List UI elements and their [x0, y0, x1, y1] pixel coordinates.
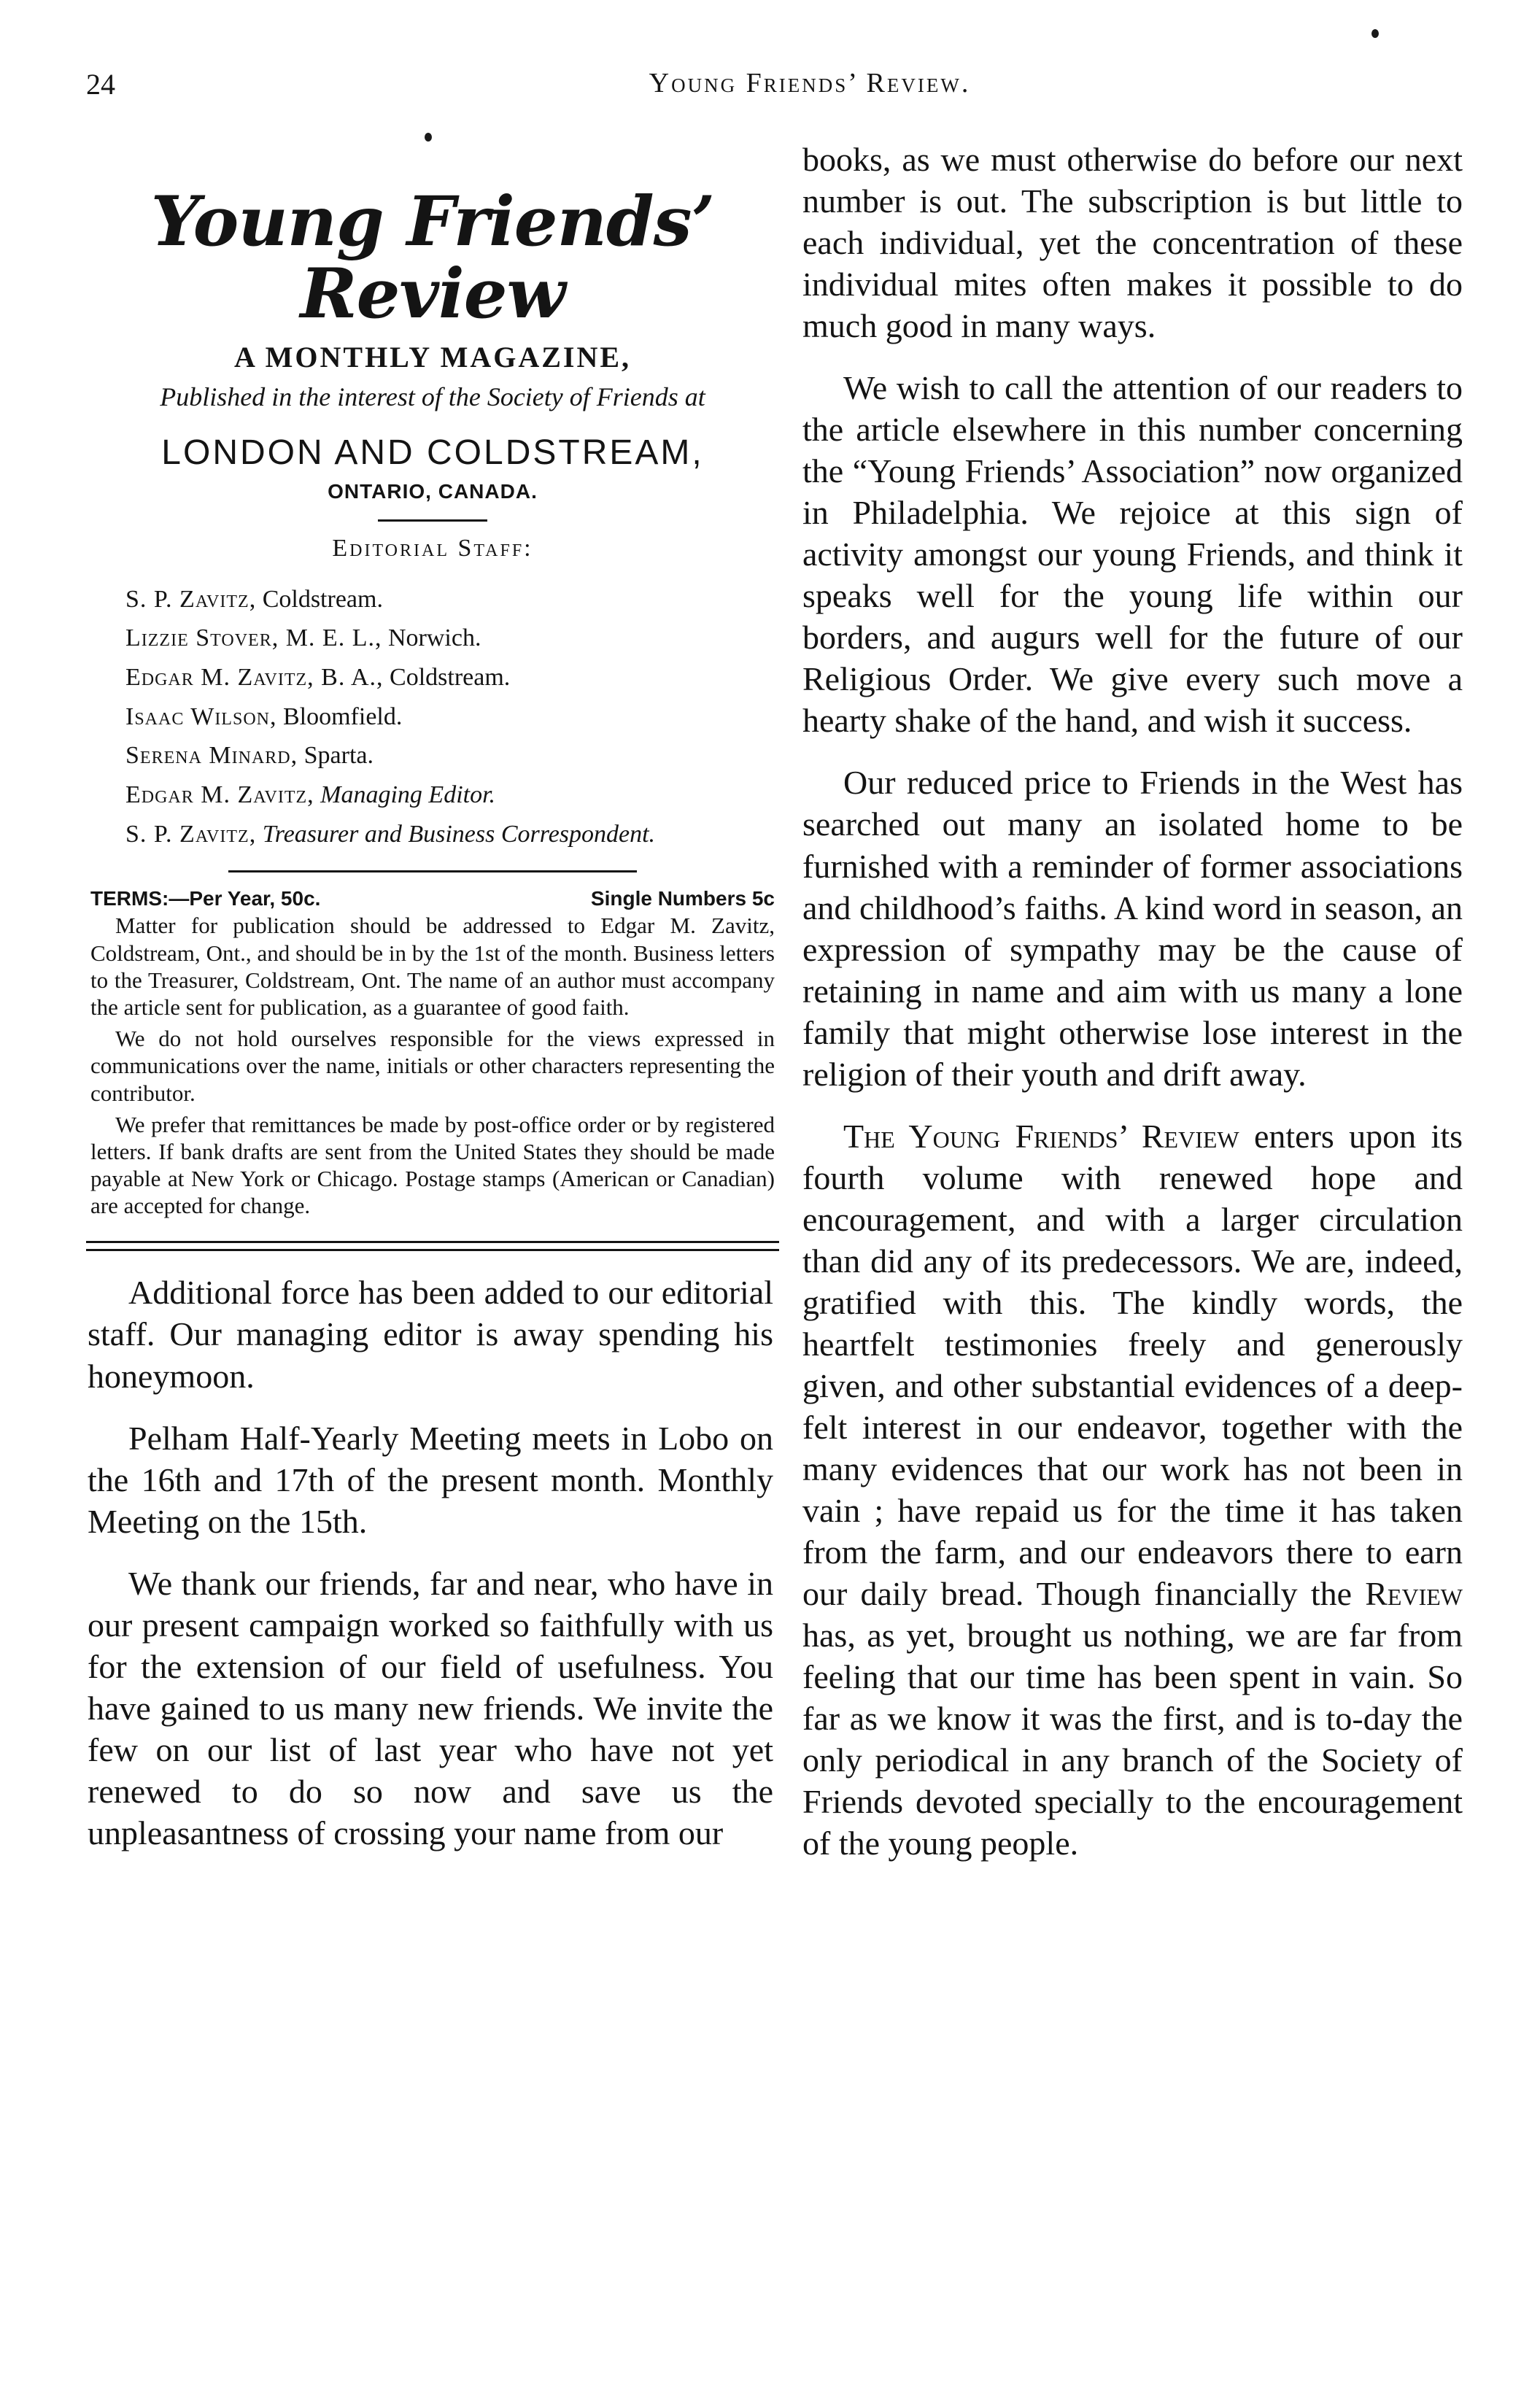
staff-list — [125, 580, 779, 851]
masthead-country: ONTARIO, CANADA. — [328, 479, 538, 503]
article-paragraph: The Young Friends’ Review enters upon its fourth volume with renewed hope and encouragement, and with a larger circulation than did any of its predecessors. We are, indeed, gratified with this. The kindly words, the heartfelt testimonies freely and generously given, and other substantial evidences of a deep-felt interest in our endeavor, together with the many evidences that our work has not been in vain ; have repaid us for the time it has taken from the farm, and our endeavors there to earn our daily bread. Though financially the Review has, as yet, brought us nothing, we are far from feeling that our time has been spent in vain. So far as we know it was the first, and is to-day the only periodical in any branch of the Society of Friends devoted specially to the encouragement of the young people. — [802, 1117, 1463, 1862]
staff-member: S. P. Zavitz, Treasurer and Business Correspondent. — [125, 820, 656, 848]
double-divider-rule — [86, 1241, 779, 1251]
masthead-place: LONDON AND COLDSTREAM, — [161, 433, 704, 472]
terms-per-year: TERMS:—Per Year, 50c. — [90, 887, 321, 910]
divider-rule — [228, 870, 637, 872]
ink-dot-mark — [425, 133, 432, 142]
running-head: Young Friends’ Review. — [649, 68, 971, 98]
review-name-lead: The Young Friends’ Review — [843, 1117, 1239, 1155]
staff-heading: Editorial Staff: — [332, 534, 533, 562]
masthead-published-note: Published in the interest of the Society of Friends at — [160, 382, 705, 412]
staff-member: Edgar M. Zavitz, B. A., Coldstream. — [125, 664, 511, 691]
staff-member: Edgar M. Zavitz, Managing Editor. — [125, 781, 496, 809]
right-column — [802, 139, 1463, 1884]
terms-paragraph: Matter for publication should be addressed to Edgar M. Zavitz, Coldstream, Ont., and should be in by the 1st of the month. Business letters to the Treasurer, Coldstream, Ont. The name of an author must accompany the article sent for publication, as a guarantee of good faith. — [90, 913, 775, 1020]
left-column — [86, 171, 779, 1874]
terms-single-number: Single Numbers 5c — [590, 887, 775, 910]
masthead-subtitle: A MONTHLY MAGAZINE, — [233, 341, 632, 374]
page-number: 24 — [86, 68, 115, 101]
staff-member: Serena Minard, Sparta. — [125, 742, 374, 770]
masthead-title: Young Friends’ Review — [150, 182, 715, 334]
divider-rule — [378, 519, 487, 522]
article-paragraph: Pelham Half-Yearly Meeting meets in Lobo on the 16th and 17th of the present month. Monthly Meeting on the 15th. — [88, 1419, 773, 1540]
article-paragraph: We thank our friends, far and near, who have in our present campaign worked so faithfully with us for the extension of our field of usefulness. You have gained to us many new friends. We invite the few on our list of last year who have not yet renewed to do so now and save us the unpleasantness of crossing your name from our — [88, 1564, 773, 1851]
staff-member: S. P. Zavitz, Coldstream. — [125, 585, 383, 613]
terms-paragraph: We do not hold ourselves responsible for the views expressed in communications over the name, initials or other characters representing the contributor. — [90, 1026, 775, 1106]
staff-member: Isaac Wilson, Bloomfield. — [125, 703, 403, 730]
staff-member: Lizzie Stover, M. E. L., Norwich. — [125, 624, 481, 652]
left-body — [86, 1272, 779, 1853]
article-paragraph: Additional force has been added to our editorial staff. Our managing editor is away spending his honeymoon. — [88, 1274, 773, 1395]
terms-line — [90, 887, 775, 910]
review-name-inline: Review — [1365, 1575, 1463, 1613]
terms-paragraph: We prefer that remittances be made by post-office order or by registered letters. If bank drafts are sent from the United States they should be made payable at New York or Chicago. Postage stamps (American or Canadian) are accepted for change. — [90, 1111, 775, 1219]
article-paragraph-continued: books, as we must otherwise do before our next number is out. The subscription is but little to each individual, yet the concentration of these individual mites often makes it possible to do much good in many ways. — [802, 141, 1463, 345]
ink-dot-mark — [1371, 29, 1379, 38]
article-paragraph: Our reduced price to Friends in the West has searched out many an isolated home to be furnished with a reminder of former associations and childhood’s faiths. A kind word in season, an expression of sympathy may be the cause of retaining in name and aim with us many a lone family that might otherwise lose interest in the religion of their youth and drift away. — [802, 764, 1463, 1093]
article-paragraph: We wish to call the attention of our readers to the article elsewhere in this number concerning the “Young Friends’ Association” now organized in Philadelphia. We rejoice at this sign of activity amongst our young Friends, and think it speaks well for the young life within our borders, and augurs well for the future of our Religious Order. We give every such move a hearty shake of the hand, and wish it success. — [802, 369, 1463, 740]
